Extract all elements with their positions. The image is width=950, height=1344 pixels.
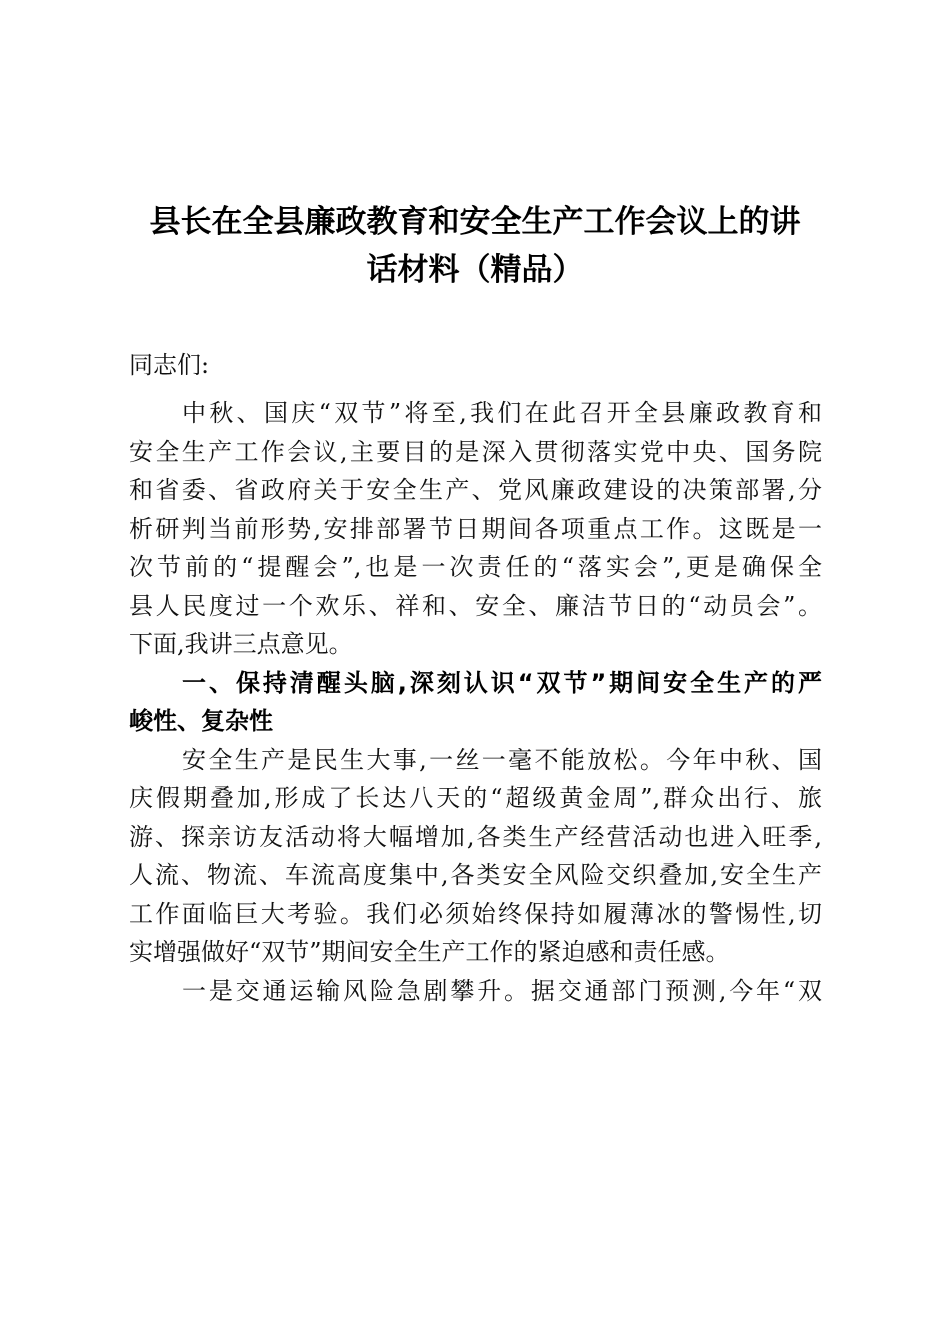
document-title-line-2: 话材料（精品） <box>366 252 584 288</box>
paragraph-2-line-6: 实增强做好“双节”期间安全生产工作的紧迫感和责任感。 <box>129 938 730 966</box>
paragraph-1-line-5: 次节前的“提醒会”,也是一次责任的“落实会”,更是确保全 <box>129 553 822 581</box>
paragraph-1-line-1: 中秋、国庆“双节”将至,我们在此召开全县廉政教育和 <box>182 399 822 427</box>
section-heading-1-line-1: 一、保持清醒头脑,深刻认识“双节”期间安全生产的严 <box>182 669 822 697</box>
section-heading-1-line-2: 峻性、复杂性 <box>129 707 273 735</box>
paragraph-2-line-5: 工作面临巨大考验。我们必须始终保持如履薄冰的警惕性,切 <box>129 900 822 928</box>
paragraph-2-line-3: 游、探亲访友活动将大幅增加,各类生产经营活动也进入旺季, <box>129 823 822 851</box>
paragraph-1-line-7: 下面,我讲三点意见。 <box>129 630 353 658</box>
paragraph-1-line-2: 安全生产工作会议,主要目的是深入贯彻落实党中央、国务院 <box>129 438 822 466</box>
paragraph-1-line-3: 和省委、省政府关于安全生产、党风廉政建设的决策部署,分 <box>129 476 822 504</box>
paragraph-3-line-1: 一是交通运输风险急剧攀升。据交通部门预测,今年“双 <box>182 977 822 1005</box>
document-title-line-1: 县长在全县廉政教育和安全生产工作会议上的讲 <box>149 204 801 240</box>
paragraph-1-line-6: 县人民度过一个欢乐、祥和、安全、廉洁节日的“动员会”。 <box>129 592 822 620</box>
paragraph-2-line-1: 安全生产是民生大事,一丝一毫不能放松。今年中秋、国 <box>182 746 822 774</box>
paragraph-2-line-4: 人流、物流、车流高度集中,各类安全风险交织叠加,安全生产 <box>129 861 822 889</box>
paragraph-2-line-2: 庆假期叠加,形成了长达八天的“超级黄金周”,群众出行、旅 <box>129 784 822 812</box>
salutation: 同志们: <box>129 351 210 379</box>
paragraph-1-line-4: 析研判当前形势,安排部署节日期间各项重点工作。这既是一 <box>129 515 822 543</box>
